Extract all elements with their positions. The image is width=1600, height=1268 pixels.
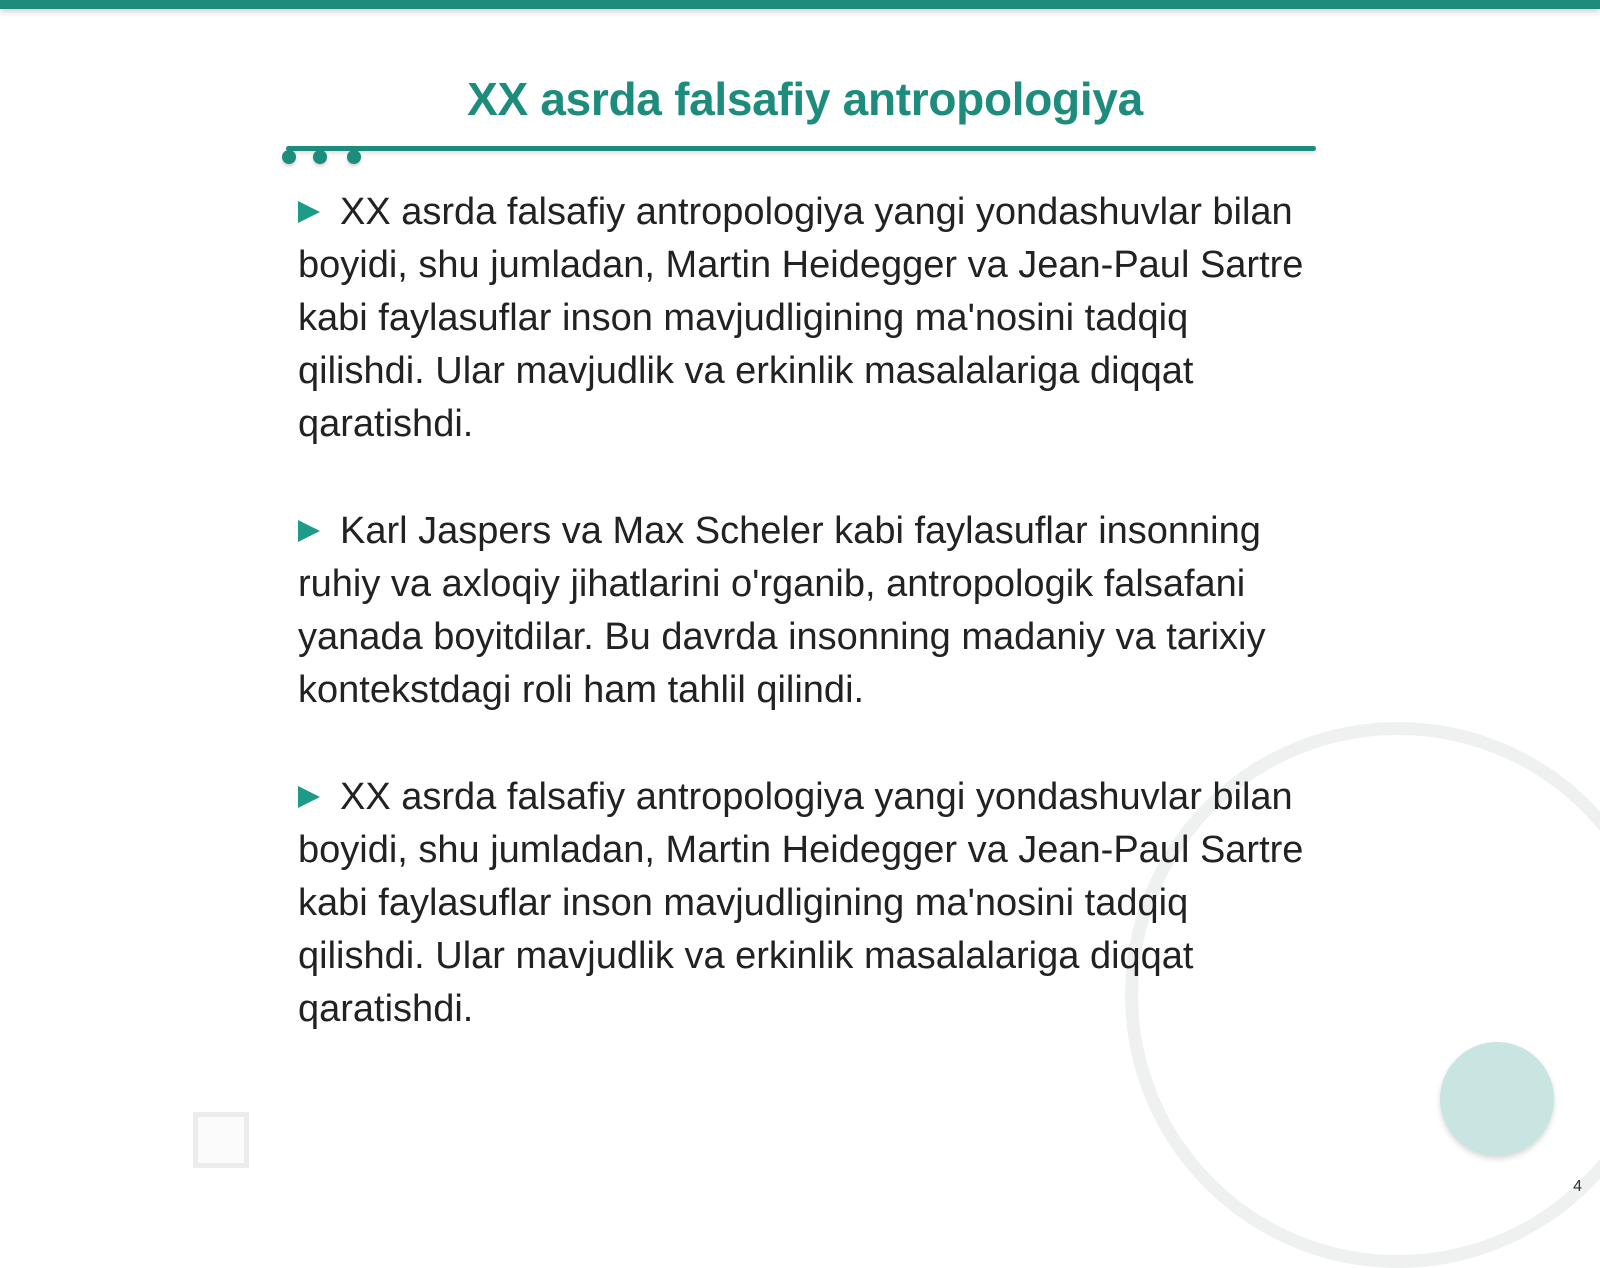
bullet-text: XX asrda falsafiy antropologiya yangi yondashuvlar bilan boyidi, shu jumladan, Martin Heidegger va Jean-Paul Sartre kabi faylasuflar inson mavjudligining ma'nosini tadqiq qilishdi. Ular mavjudlik va erkinlik masalalariga diqqat qaratishdi. [298,191,1304,445]
bullet-item [298,186,1308,451]
title-dot [313,150,327,164]
top-accent-bar [0,0,1600,9]
bullet-list [298,186,1308,1090]
title-dot [347,150,361,164]
slide-title: XX asrda falsafiy antropologiya [467,73,1143,125]
title-underline [286,146,1316,151]
title-dot [282,150,296,164]
bullet-item [298,505,1308,717]
bullet-text: Karl Jaspers va Max Scheler kabi faylasuflar insonning ruhiy va axloqiy jihatlarini o'rganib, antropologik falsafani yanada boyitdilar. Bu davrda insonning madaniy va tarixiy kontekstdagi roli ham tahlil qilindi. [298,510,1266,711]
page-number: 4 [1573,1178,1582,1195]
triangle-bullet-icon [298,520,320,542]
bullet-item [298,771,1308,1036]
triangle-bullet-icon [298,201,320,223]
bullet-text: XX asrda falsafiy antropologiya yangi yondashuvlar bilan boyidi, shu jumladan, Martin Heidegger va Jean-Paul Sartre kabi faylasuflar inson mavjudligining ma'nosini tadqiq qilishdi. Ular mavjudlik va erkinlik masalalariga diqqat qaratishdi. [298,776,1304,1030]
decorative-circle [1440,1042,1554,1156]
triangle-bullet-icon [298,786,320,808]
decorative-square [193,1112,249,1168]
